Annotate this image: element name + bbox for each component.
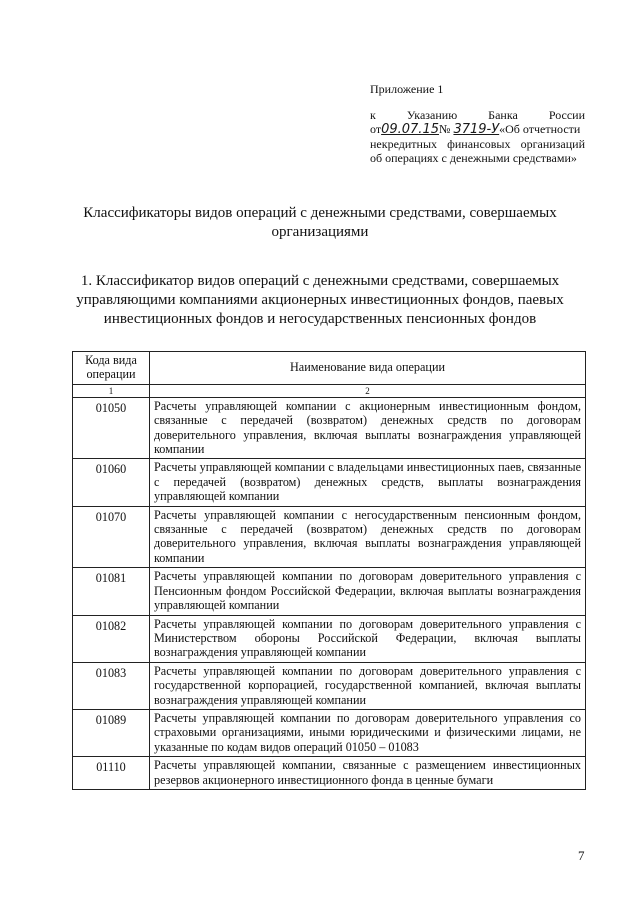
- operation-name: Расчеты управляющей компании по договорам доверительного управления с государственной корпорацией, государственной компанией, включая выплаты вознаграждения управляющей компании: [150, 662, 586, 709]
- table-row: [73, 709, 586, 756]
- column-number-1: 1: [73, 384, 150, 397]
- operation-code: 01060: [73, 459, 150, 506]
- operation-name: Расчеты управляющей компании с негосударственным пенсионным фондом, связанные с передачей (возвратом) денежных средств по договорам доверительного управления, включая выплаты вознаграждения управляющей компании: [150, 506, 586, 568]
- header-name: Наименование вида операции: [150, 352, 586, 385]
- appendix-line-3: некредитных финансовых организаций: [370, 137, 585, 151]
- table-row: [73, 757, 586, 790]
- document-heading: Классификаторы видов операций с денежными средствами, совершаемых организациями: [83, 205, 557, 240]
- operation-code: 01050: [73, 397, 150, 459]
- table-row: [73, 506, 586, 568]
- table-row: [73, 615, 586, 662]
- operation-code: 01110: [73, 757, 150, 790]
- section-heading: 1. Классификатор видов операций с денежными средствами, совершаемых управляющими компаниями акционерных инвестиционных фондов, паевых инвестиционных фондов и негосударственных пенсионных фондов: [76, 273, 564, 327]
- page-number: 7: [578, 848, 585, 863]
- operation-name: Расчеты управляющей компании с акционерным инвестиционным фондом, связанные с передачей (возвратом) денежных средств по договорам доверительного управления, включая выплаты вознаграждения управляющей компании: [150, 397, 586, 459]
- classifier-table: [72, 351, 586, 790]
- operation-code: 01082: [73, 615, 150, 662]
- appendix-title-start: «Об отчетности: [499, 122, 581, 136]
- appendix-line-2: [370, 122, 585, 137]
- operation-code: 01083: [73, 662, 150, 709]
- table-row: [73, 397, 586, 459]
- appendix-title: Приложение 1: [370, 82, 444, 96]
- operation-code: 01070: [73, 506, 150, 568]
- table-header-row: [73, 352, 586, 385]
- table-row: [73, 662, 586, 709]
- handwritten-number: 3719-У: [453, 122, 500, 137]
- operation-name: Расчеты управляющей компании с владельцами инвестиционных паев, связанные с передачей (возвратом) денежных средств, выплаты вознаграждения управляющей компании: [150, 459, 586, 506]
- column-number-row: [73, 384, 586, 397]
- operation-code: 01081: [73, 568, 150, 615]
- number-sign: №: [438, 122, 451, 136]
- column-number-2: 2: [150, 384, 586, 397]
- appendix-from-label: от: [370, 122, 382, 136]
- operation-name: Расчеты управляющей компании, связанные с размещением инвестиционных резервов акционерного инвестиционного фонда в ценные бумаги: [150, 757, 586, 790]
- table-row: [73, 568, 586, 615]
- operation-name: Расчеты управляющей компании по договорам доверительного управления с Министерством обороны Российской Федерации, включая выплаты вознаграждения управляющей компании: [150, 615, 586, 662]
- table-row: [73, 459, 586, 506]
- operation-code: 01089: [73, 709, 150, 756]
- header-code: Кода вида операции: [73, 352, 150, 385]
- handwritten-date: 09.07.15: [381, 122, 439, 137]
- appendix-line-1: к Указанию Банка России: [370, 108, 585, 122]
- operation-name: Расчеты управляющей компании по договорам доверительного управления со страховыми организациями, иными юридическими и физическими лицами, не указанные по кодам видов операций 01050 – 01083: [150, 709, 586, 756]
- appendix-block: [370, 82, 585, 165]
- appendix-line-4: об операциях с денежными средствами»: [370, 151, 577, 165]
- operation-name: Расчеты управляющей компании по договорам доверительного управления с Пенсионным фондом Российской Федерации, включая выплаты вознаграждения управляющей компании: [150, 568, 586, 615]
